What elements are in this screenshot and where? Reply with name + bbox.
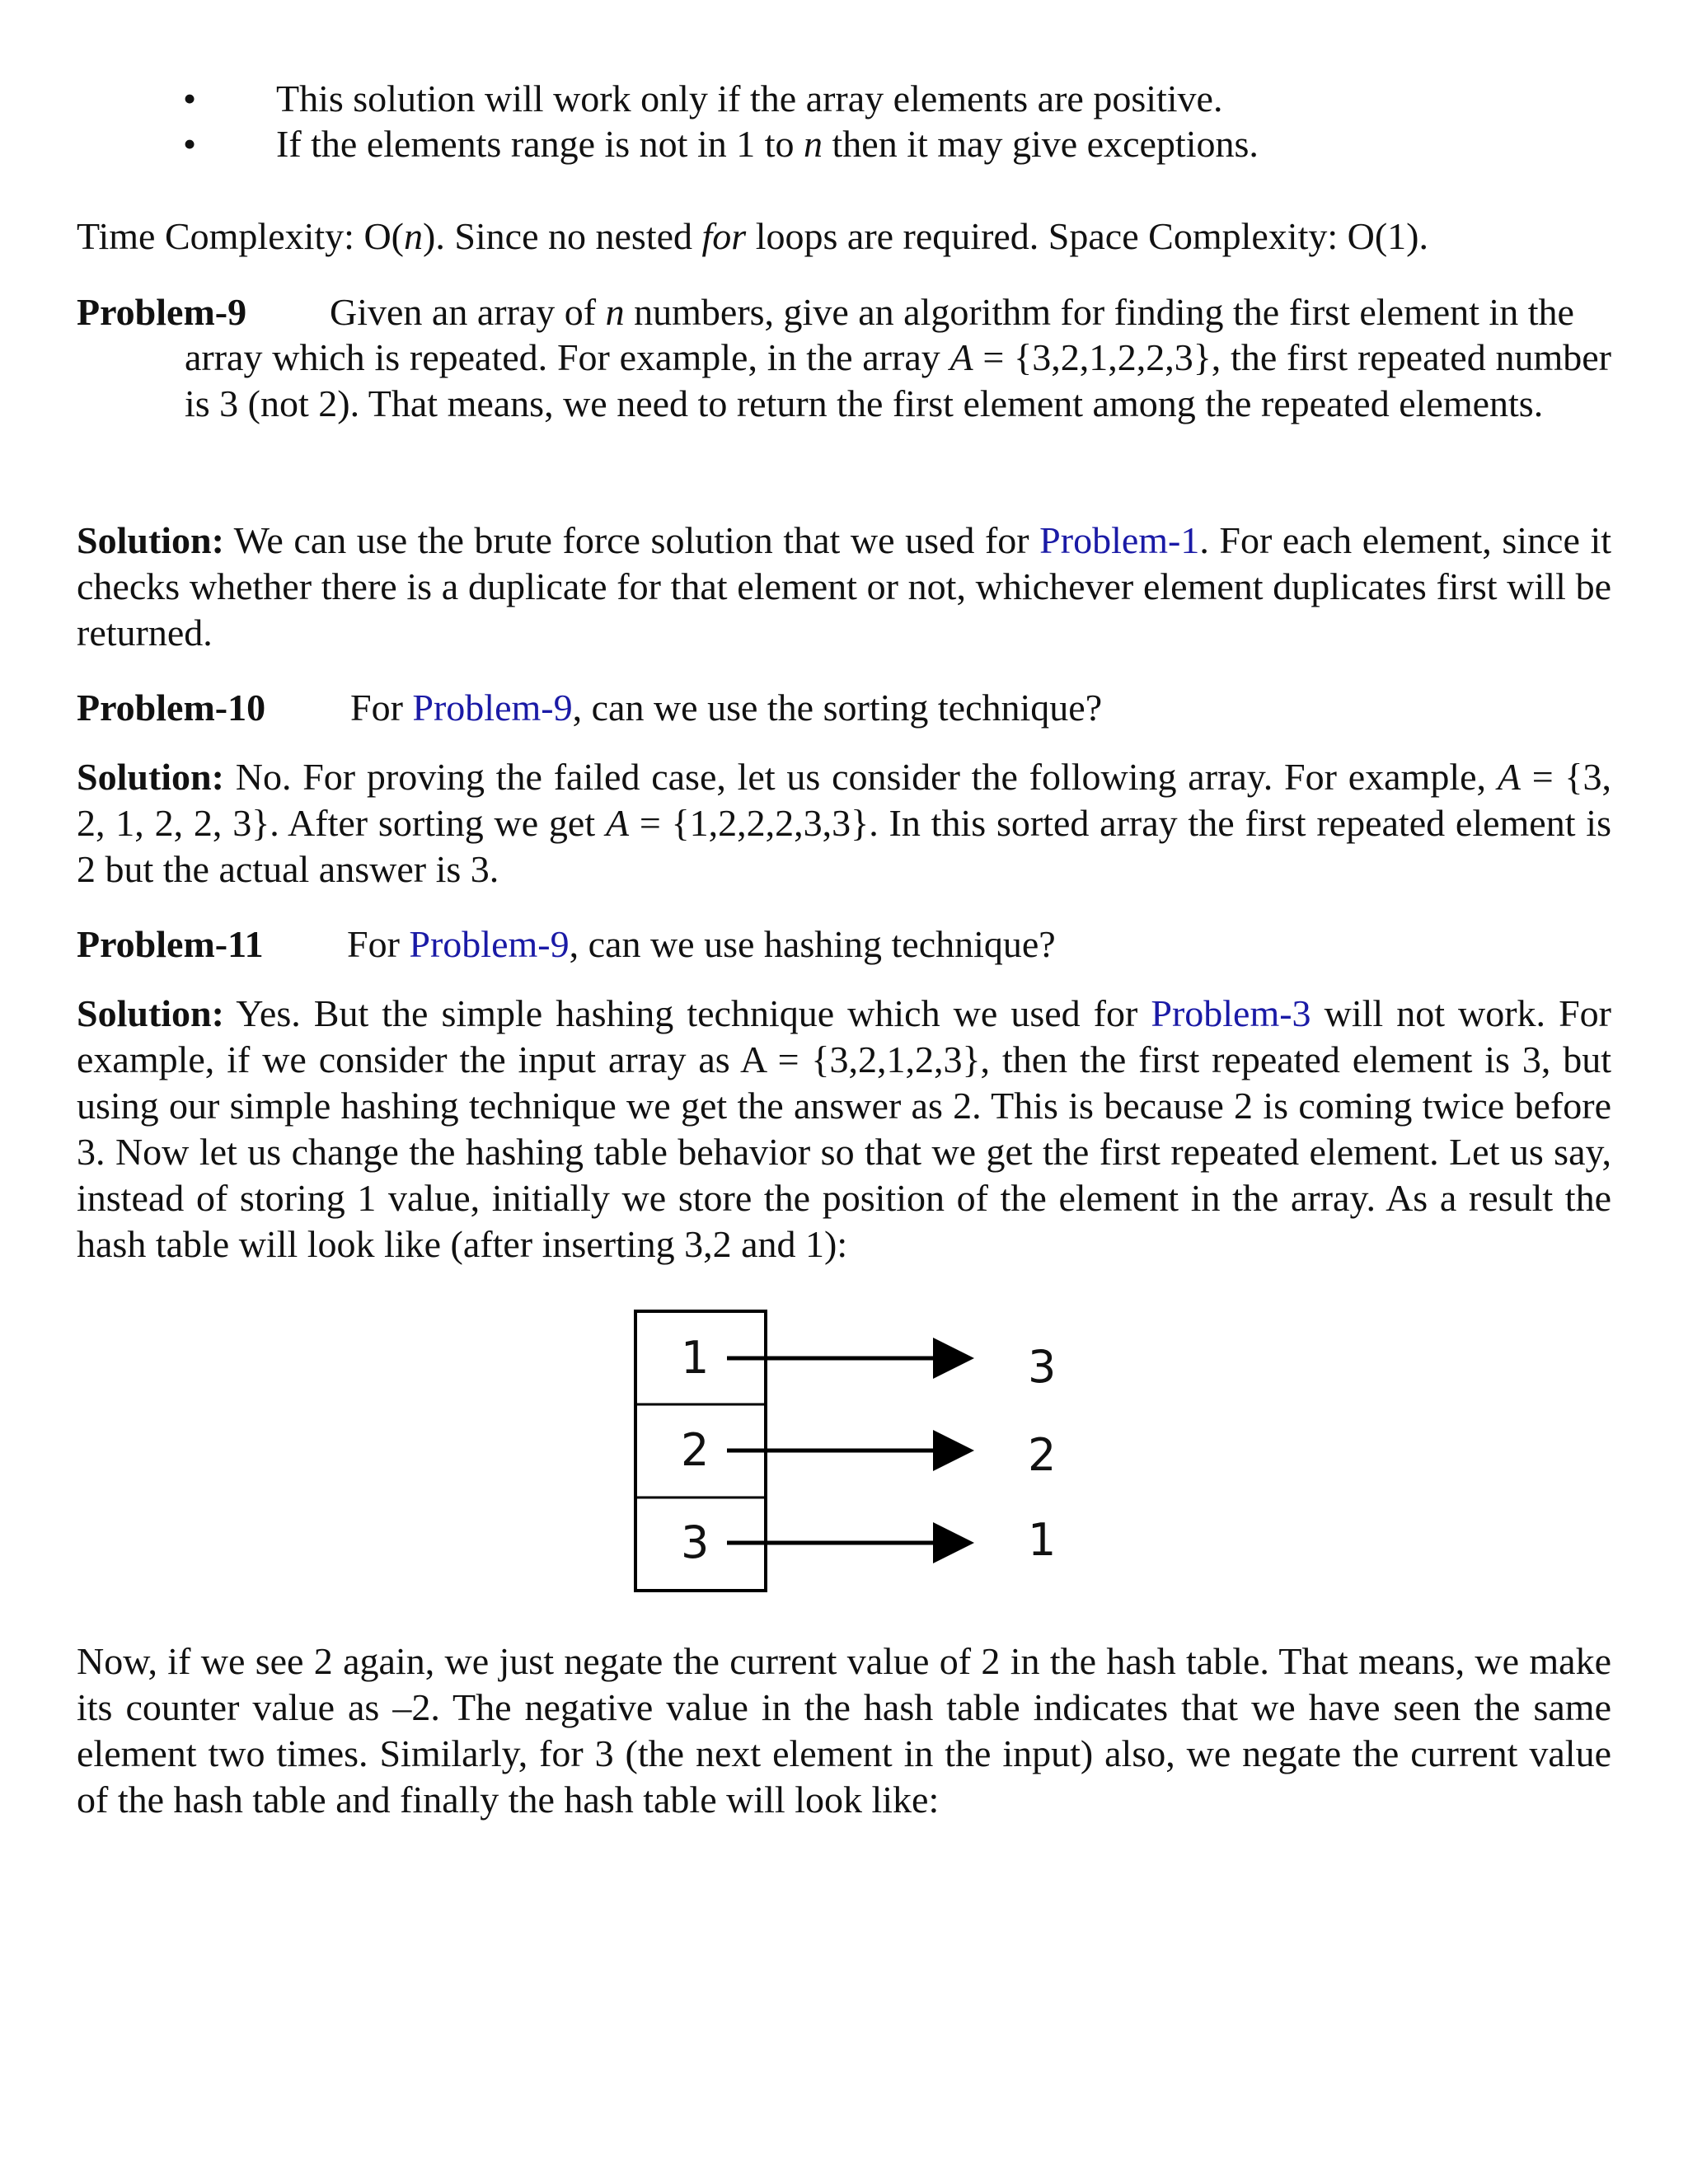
variable-n: n	[404, 215, 423, 257]
bullet-text: This solution will work only if the array elements are positive.	[276, 77, 1223, 120]
solution-label: Solution:	[77, 992, 224, 1034]
hash-key: 1	[681, 1332, 710, 1384]
variable-n: n	[804, 123, 823, 165]
problem-10-pre: For	[350, 687, 413, 729]
variable-A: A	[605, 802, 630, 844]
solution-text: . For each element, since it checks whether there is a duplicate for that element or not, whichever element duplicates first will be returned.	[77, 519, 1612, 654]
solution-text: = {1,2,2,2,3,3}. In this sorted array the first repeated element is 2 but the actual answer is 3.	[77, 802, 1611, 890]
solution-9	[77, 518, 1611, 656]
solution-text: We can use the brute force solution that we used for	[223, 519, 1040, 561]
hash-value: 1	[1028, 1514, 1057, 1566]
solution-text: No. For proving the failed case, let us consider the following array. For example,	[223, 756, 1498, 798]
solution-label: Solution:	[77, 519, 224, 561]
complexity-post: loops are required. Space Complexity: O(1).	[746, 215, 1428, 257]
bullet-symbol: •	[183, 77, 197, 120]
closing-paragraph: Now, if we see 2 again, we just negate the current value of 2 in the hash table. That means, we make its counter value as –2. The negative value in the hash table indicates that we have seen the same element two times. Similarly, for 3 (the next element in the input) also, we negate the current value of the hash table and finally the hash table will look like:	[77, 1640, 1611, 1821]
solution-label: Solution:	[77, 756, 224, 798]
problem-9-first-line	[330, 289, 1574, 335]
problem-9-text: numbers, give an algorithm for finding the first element in the	[624, 291, 1574, 333]
solution-text: Yes. But the simple hashing technique which we used for	[223, 992, 1151, 1034]
bullet-symbol: •	[183, 123, 197, 165]
complexity-mid: ). Since no nested	[423, 215, 702, 257]
problem-9-body	[185, 335, 1611, 427]
problem-10-post: , can we use the sorting technique?	[572, 687, 1103, 729]
variable-A: A	[1497, 756, 1521, 798]
keyword-for: for	[701, 215, 747, 257]
complexity-pre: Time Complexity: O(	[77, 215, 404, 257]
problem-11-text	[347, 921, 1056, 968]
problem-9-text: Given an array of	[330, 291, 606, 333]
problem-11-label: Problem-11	[77, 923, 264, 965]
problem-9-text: = {3,2,1,2,2,3}, the first repeated number is 3 (not 2). That means, we need to return the first element among the repeated elements.	[185, 336, 1612, 424]
problem-3-link[interactable]: Problem-3	[1151, 992, 1311, 1034]
solution-text: will not work. For example, if we consider the input array as A = {3,2,1,2,3}, then the first repeated element is 3, but using our simple hashing technique we get the answer as 2. This is because 2 is coming twice before 3. Now let us change the hashing table behavior so that we get the first repeated element. Let us say, instead of storing 1 value, initially we store the position of the element in the array. As a result the hash table will look like (after inserting 3,2 and 1):	[77, 992, 1612, 1265]
bullet-text-pre: If the elements range is not in 1 to	[276, 123, 804, 165]
solution-10	[77, 754, 1611, 893]
problem-1-link[interactable]: Problem-1	[1039, 519, 1200, 561]
complexity-line	[77, 213, 1611, 260]
problem-11-post: , can we use hashing technique?	[569, 923, 1056, 965]
solution-text: = {3, 2, 1, 2, 2, 3}. After sorting we get	[77, 756, 1611, 844]
hash-key: 2	[681, 1424, 710, 1476]
problem-10-label: Problem-10	[77, 687, 266, 729]
hash-table-diagram	[610, 1294, 1121, 1599]
variable-A: A	[950, 336, 973, 378]
problem-9-link[interactable]: Problem-9	[409, 923, 570, 965]
problem-11-pre: For	[347, 923, 410, 965]
bullet-text	[276, 121, 1259, 167]
solution-11	[77, 991, 1611, 1268]
bullet-text-post: then it may give exceptions.	[823, 123, 1259, 165]
problem-9-link[interactable]: Problem-9	[412, 687, 573, 729]
hash-key: 3	[681, 1516, 710, 1568]
problem-9-text: array which is repeated. For example, in the array	[185, 336, 950, 378]
hash-value: 3	[1028, 1341, 1057, 1393]
hash-value: 2	[1028, 1429, 1057, 1481]
problem-9-label: Problem-9	[77, 291, 247, 333]
variable-n: n	[605, 291, 625, 333]
problem-10-text	[350, 685, 1102, 731]
